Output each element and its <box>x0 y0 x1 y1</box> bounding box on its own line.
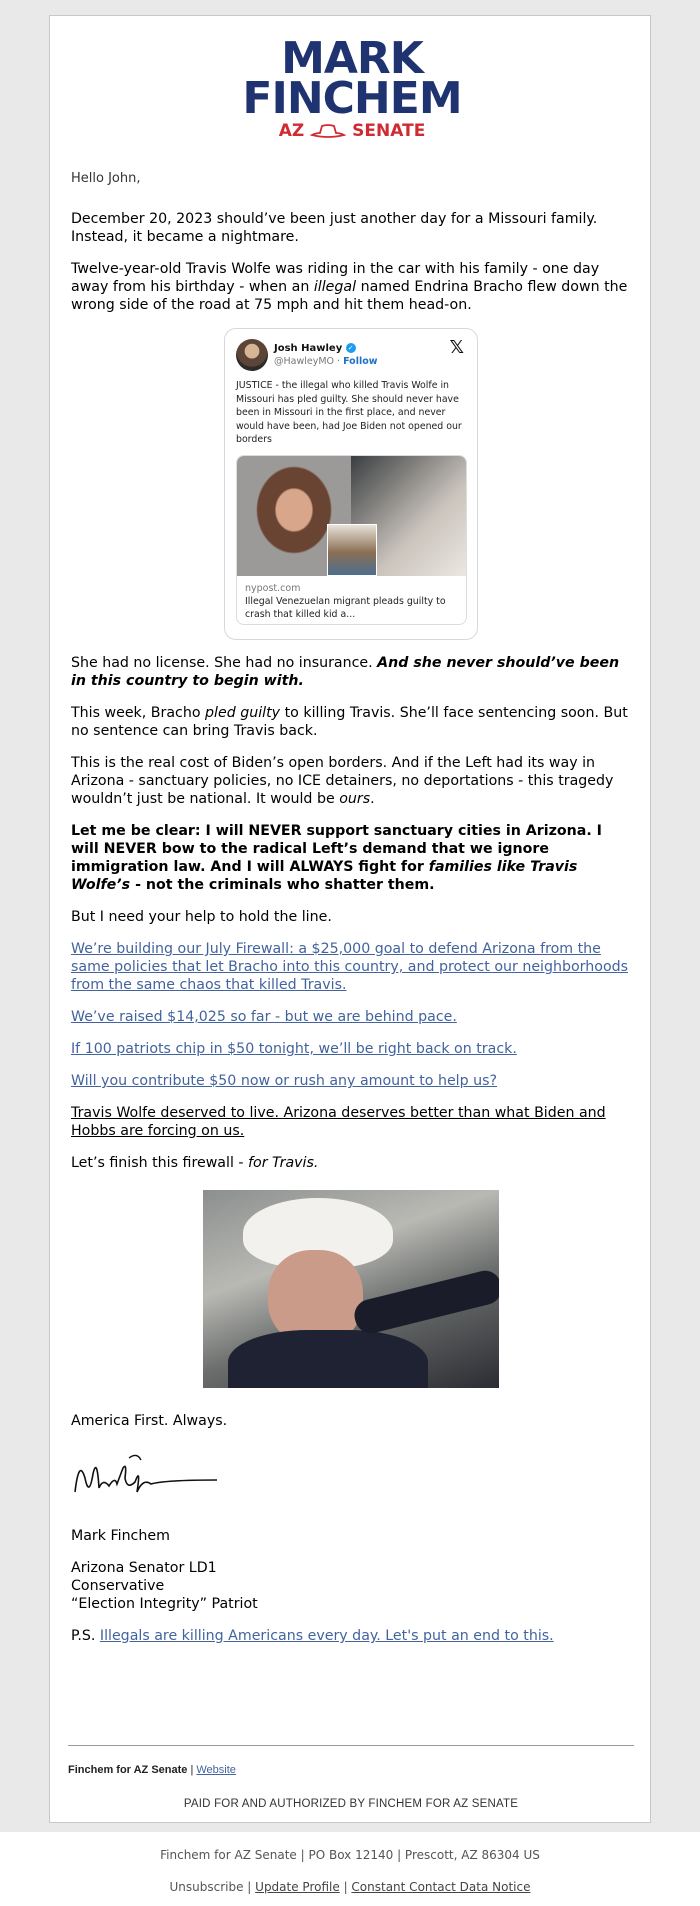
paragraph-need-help: But I need your help to hold the line. <box>71 909 332 925</box>
title-conservative: Conservative <box>71 1578 165 1594</box>
paragraph-crash: Twelve-year-old Travis Wolfe was riding in the car with his family - one day away from his birthday - when an illegal named Endrina Bracho flew down the wrong side of the road at 75 mph and hit them head-on. <box>71 261 628 313</box>
tweet-handle: @HawleyMO · Follow <box>274 356 378 367</box>
card-footer <box>68 1745 634 1810</box>
tweet-card-image <box>237 456 467 576</box>
update-profile-link[interactable]: Update Profile <box>255 1880 340 1894</box>
title-senator: Arizona Senator LD1 <box>71 1560 217 1576</box>
logo-line-finchem: FINCHEM <box>242 73 462 124</box>
paragraph-no-license: She had no license. She had no insurance. And she never should’ve been in this country to begin with. <box>71 655 620 689</box>
donate-link-contribute[interactable]: Will you contribute $50 now or rush any amount to help us? <box>71 1073 498 1089</box>
logo-line-az-senate: AZ SENATE <box>278 121 426 141</box>
paragraph-open-borders: This is the real cost of Biden’s open borders. And if the Left had its way in Arizona - sanctuary policies, no ICE detainers, no deportations - this tragedy wouldn’t just be national. It would be ours. <box>71 755 614 807</box>
greeting: Hello John, <box>71 171 141 186</box>
donate-link-raised[interactable]: We’ve raised $14,025 so far - but we are behind pace. <box>71 1009 457 1025</box>
x-logo-icon: 𝕏 <box>449 337 464 358</box>
footer-org-name: Finchem for AZ Senate <box>68 1764 188 1776</box>
signature-image <box>71 1448 221 1508</box>
paragraph-intro: December 20, 2023 should’ve been just another day for a Missouri family. Instead, it became a nightmare. <box>71 211 598 245</box>
postscript: P.S. Illegals are killing Americans every day. Let's put an end to this. <box>71 1628 554 1644</box>
verified-badge-icon: ✓ <box>346 343 356 353</box>
footer-website-link[interactable]: Website <box>196 1764 236 1776</box>
sign-name: Mark Finchem <box>71 1528 170 1544</box>
paid-for-disclaimer: PAID FOR AND AUTHORIZED BY FINCHEM FOR AZ SENATE <box>183 1798 519 1810</box>
title-patriot: “Election Integrity” Patriot <box>71 1596 258 1612</box>
ps-link[interactable]: Illegals are killing Americans every day. Let's put an end to this. <box>99 1628 554 1644</box>
tweet-text: JUSTICE - the illegal who killed Travis Wolfe in Missouri has pled guilty. She should never have been in Missouri in the first place, and never would have been, had Joe Biden not opened our borders <box>236 380 462 445</box>
donate-link-patriots[interactable]: If 100 patriots chip in $50 tonight, we’ll be right back on track. <box>71 1041 517 1057</box>
paragraph-finish-firewall: Let’s finish this firewall - for Travis. <box>71 1155 319 1171</box>
footer-links: Unsubscribe | Update Profile | Constant Contact Data Notice <box>169 1880 531 1894</box>
tweet-follow-link[interactable]: Follow <box>343 356 378 367</box>
tweet-card-domain: nypost.com <box>245 582 301 594</box>
unsubscribe-link[interactable]: Unsubscribe <box>169 1880 244 1894</box>
donate-link-firewall[interactable]: We’re building our July Firewall: a $25,000 goal to defend Arizona from the same policies that let Bracho into this country, and protect our neighborhoods from the same chaos that killed Travis. <box>71 941 629 993</box>
tweet-link-card[interactable] <box>236 455 467 625</box>
paragraph-pled-guilty: This week, Bracho pled guilty to killing Travis. She’ll face sentencing soon. But no sentence can bring Travis back. <box>71 705 628 739</box>
footer-org-line: Finchem for AZ Senate | Website <box>68 1764 236 1776</box>
paragraph-let-me-be-clear: Let me be clear: I will NEVER support sanctuary cities in Arizona. I will NEVER bow to the radical Left’s demand that we ignore immigration law. And I will ALWAYS fight for families like Travis Wolfe’s - not the criminals who shatter them. <box>71 823 602 893</box>
cowboy-hat-icon <box>310 124 346 138</box>
embedded-tweet[interactable] <box>224 328 478 640</box>
data-notice-link[interactable]: Constant Contact Data Notice <box>351 1880 531 1894</box>
logo-line-mark: MARK <box>281 33 423 84</box>
candidate-photo <box>203 1190 499 1388</box>
donate-link-travis[interactable]: Travis Wolfe deserved to live. Arizona deserves better than what Biden and Hobbs are forcing on us. <box>71 1105 606 1139</box>
email-card <box>49 15 651 1823</box>
closing-line: America First. Always. <box>71 1413 228 1429</box>
tweet-author-name: Josh Hawley ✓ <box>274 342 378 355</box>
finchem-logo <box>242 33 462 141</box>
mailing-address: Finchem for AZ Senate | PO Box 12140 | Prescott, AZ 86304 US <box>160 1848 540 1862</box>
tweet-card-headline: Illegal Venezuelan migrant pleads guilty to crash that killed kid a... <box>245 595 446 620</box>
outer-footer <box>0 1832 700 1906</box>
email-body <box>71 170 631 1659</box>
tweet-avatar <box>236 339 268 371</box>
